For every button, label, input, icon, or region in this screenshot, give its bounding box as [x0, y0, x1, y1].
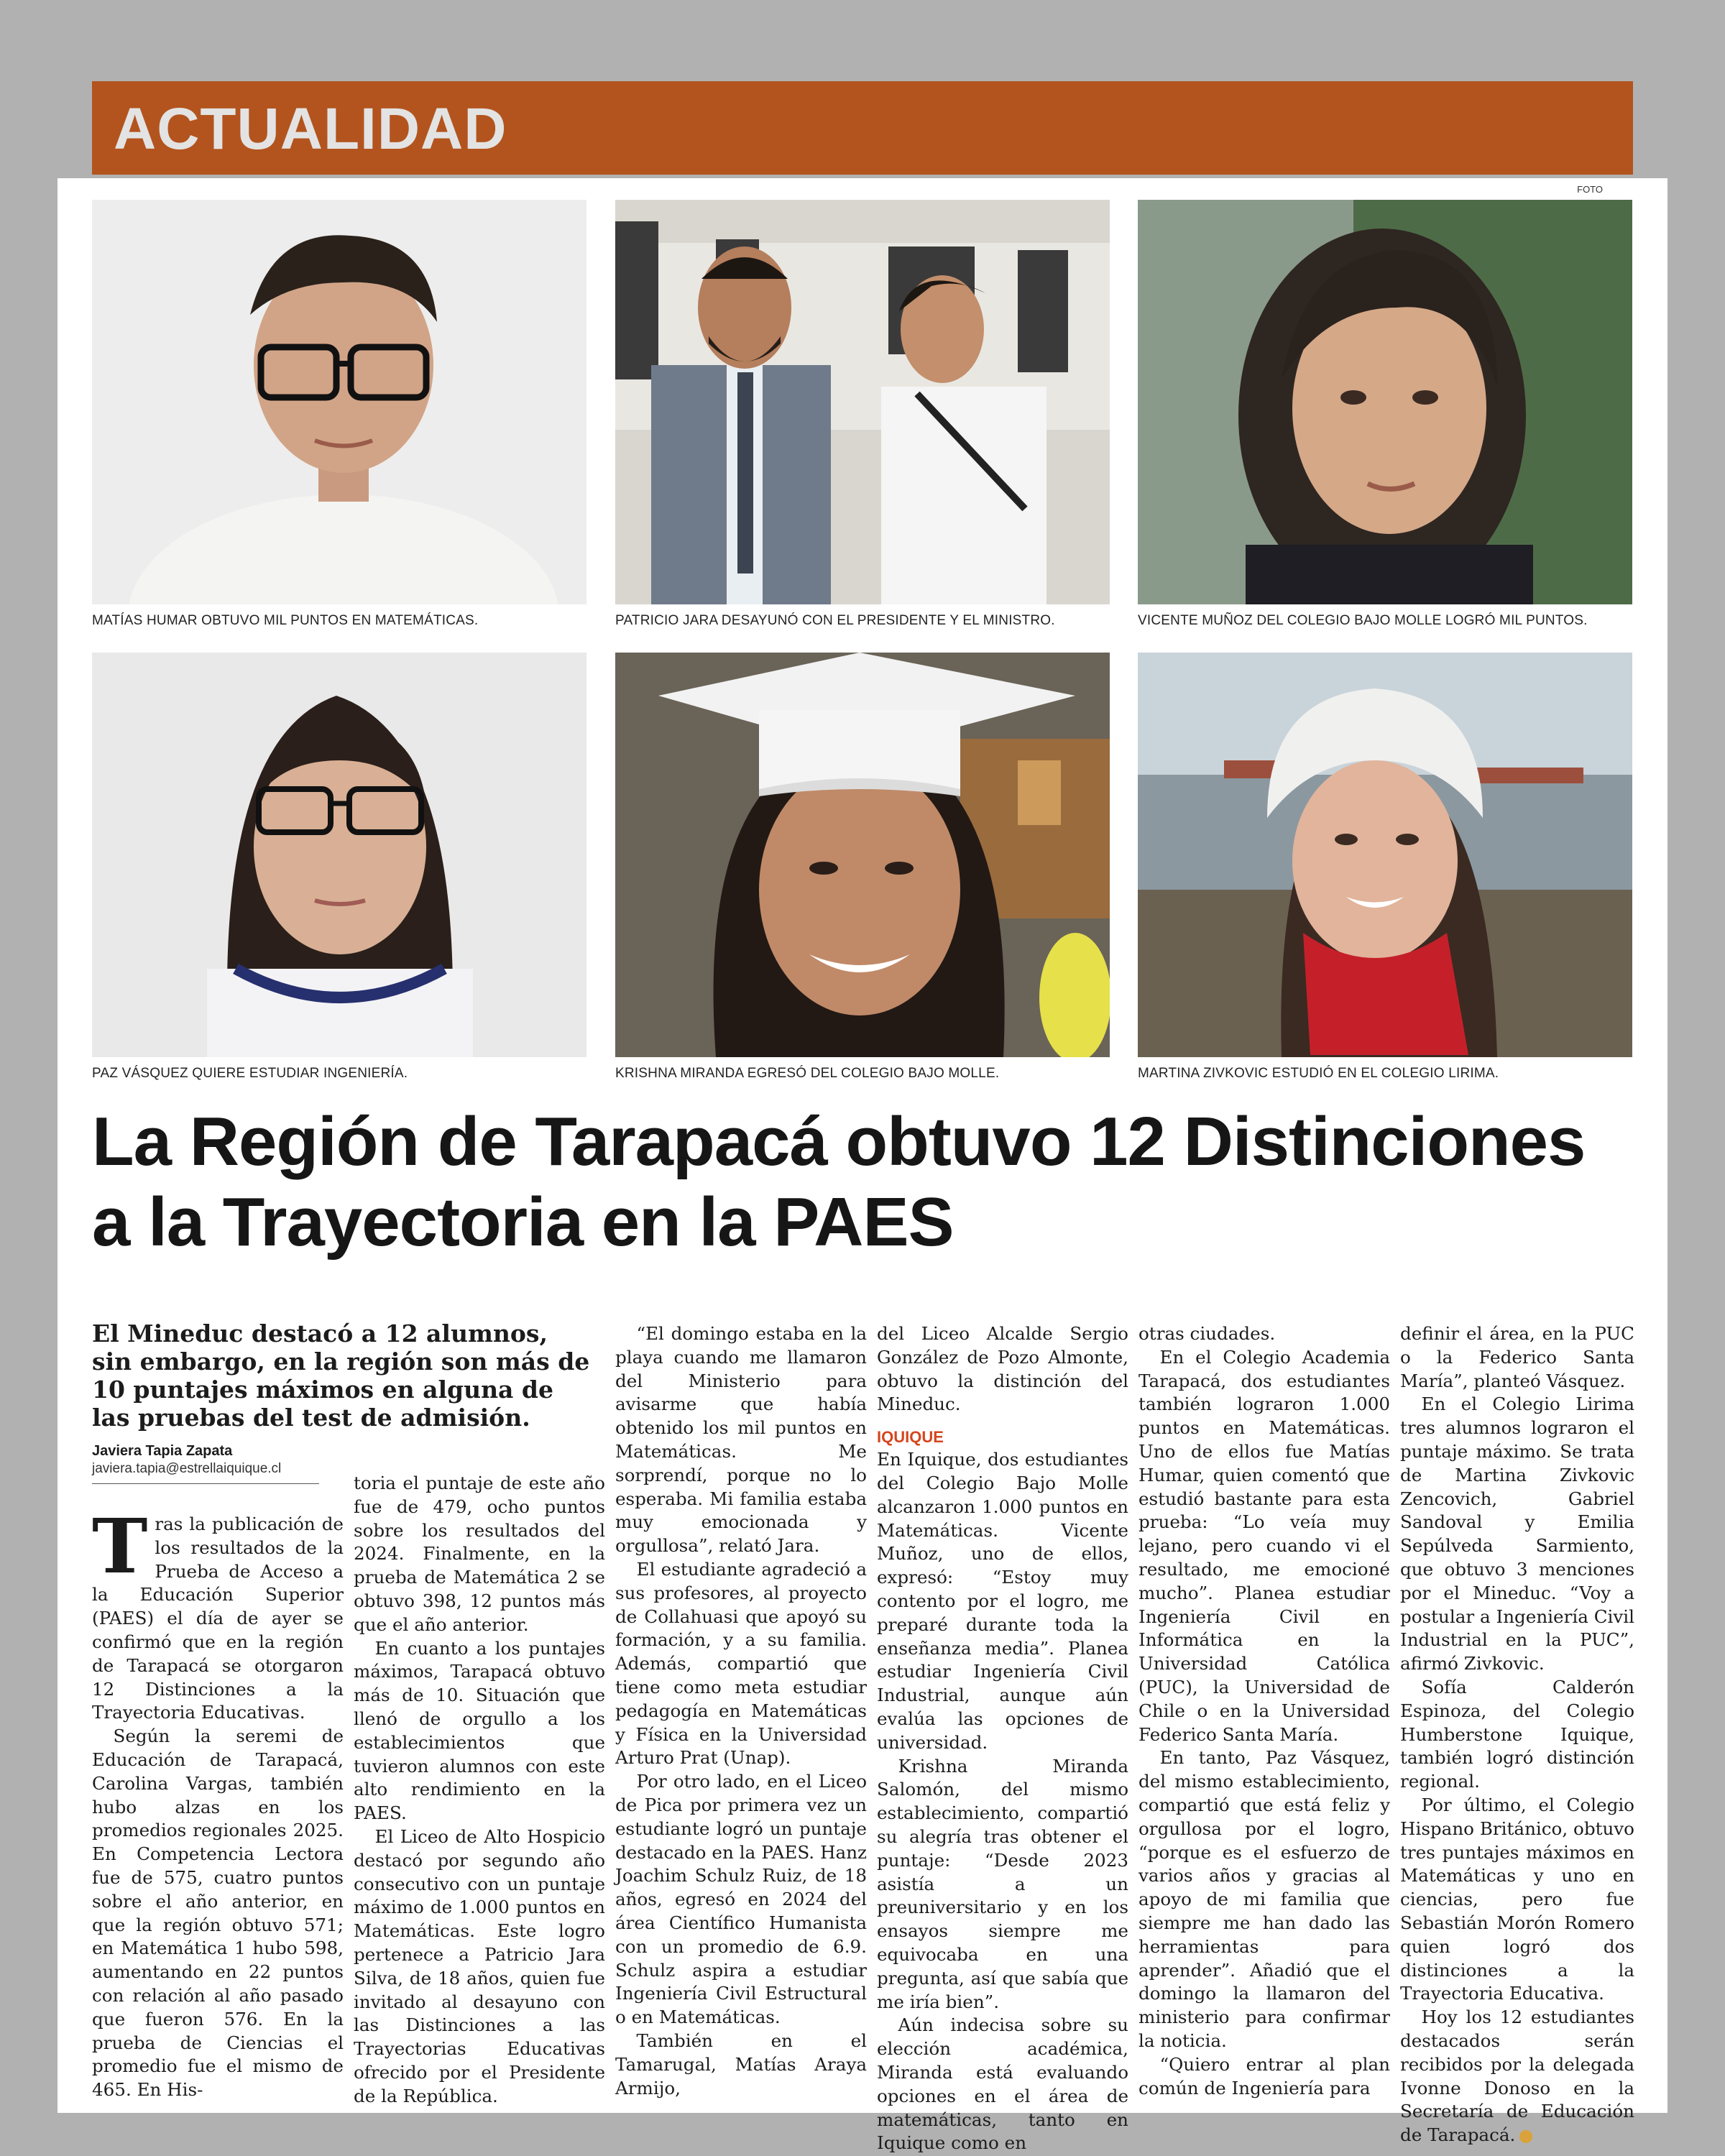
section-title: ACTUALIDAD — [114, 96, 507, 162]
photo-martina-zivkovic — [1138, 653, 1632, 1057]
section-label-iquique: IQUIQUE — [877, 1428, 944, 1447]
paragraph: Por último, el Colegio Hispano Británico, obtuvo tres puntajes máximos en Matemáticas y uno en ciencias, pero fue Sebastián Morón Romero quien logró dos distinciones a la Trayectoria Educativa. — [1400, 1794, 1634, 2004]
paragraph: También en el Tamarugal, Matías Araya Armijo, — [615, 2030, 867, 2099]
photo-caption: MATÍAS HUMAR OBTUVO MIL PUNTOS EN MATEMÁTICAS. — [92, 613, 479, 628]
paragraph: Sofía Calderón Espinoza, del Colegio Humberstone Iquique, también logró distinción regional. — [1400, 1676, 1634, 1792]
paragraph: En el Colegio Lirima tres alumnos lograron el puntaje máximo. Se trata de Martina Zivkovic Zencovich, Gabriel Sandoval y Emilia Sepúlveda Sarmiento, que obtuvo 3 menciones por el Mineduc. “Voy a postular a Ingeniería Civil Industrial en la PUC”, afirmó Zivkovic. — [1400, 1393, 1634, 1674]
paragraph: En tanto, Paz Vásquez, del mismo establecimiento, compartió que está feliz y orgullosa por el logro, “porque es el esfuerzo de varios años y gracias al apoyo de mi familia que siempre me han dado las herramientas para aprender”. Añadió que el domingo la llamaron del ministerio para confirmar la noticia. — [1138, 1747, 1390, 2051]
paragraph: El Liceo de Alto Hospicio destacó por segundo año consecutivo con un puntaje máximo de 1.000 puntos en Matemáticas. Este logro pertenece a Patricio Jara Silva, de 18 años, quien fue invitado al desayuno con las Distinciones a las Trayectorias Educativas ofrecido por el Presidente de la República. — [354, 1825, 605, 2106]
section-banner — [92, 81, 1633, 175]
article-column-3 — [615, 1322, 867, 2100]
article-column-5 — [1138, 1322, 1390, 2100]
paragraph: Hoy los 12 estudiantes destacados serán recibidos por la delegada Ivonne Donoso en la Secretaría de Educación de Tarapacá. — [1400, 2007, 1634, 2146]
paragraph: En el Colegio Academia Tarapacá, dos estudiantes también lograron 1.000 puntos en Matemáticas. Uno de ellos fue Matías Humar, quien comentó que estudió bastante para esta prueba: “Lo veía muy lejano, pero cuando vi el resultado, me emocioné mucho”. Planea estudiar Ingeniería Civil en Informática en la Universidad Católica (PUC), la Universidad de Chile o en la Universidad Federico Santa María. — [1138, 1346, 1390, 1745]
photo-vicente-munoz — [1138, 200, 1632, 604]
article-headline: La Región de Tarapacá obtuvo 12 Distinciones a la Trayectoria en la PAES — [92, 1103, 1586, 1261]
byline-author: Javiera Tapia Zapata — [92, 1443, 233, 1459]
paragraph: del Liceo Alcalde Sergio González de Pozo Almonte, obtuvo la distinción del Mineduc. — [877, 1323, 1128, 1415]
article-column-6 — [1400, 1322, 1634, 2147]
photo-matias-humar — [92, 200, 586, 604]
photo-patricio-jara — [615, 200, 1110, 604]
paragraph: Aún indecisa sobre su elección académica, Miranda está evaluando opciones en el área de matemáticas, tanto en Iquique como en — [877, 2014, 1128, 2154]
photo-caption: PATRICIO JARA DESAYUNÓ CON EL PRESIDENTE Y EL MINISTRO. — [615, 613, 1055, 628]
photo-caption: KRISHNA MIRANDA EGRESÓ DEL COLEGIO BAJO MOLLE. — [615, 1066, 1000, 1081]
paragraph: Por otro lado, en el Liceo de Pica por primera vez un estudiante logró un puntaje destacado en la PAES. Hanz Joachim Schulz Ruiz, de 18 años, egresó en 2024 del área Científico Humanista con un promedio de 6.9. Schulz aspira a estudiar Ingeniería Civil Estructural o en Matemáticas. — [615, 1771, 867, 2028]
drop-cap: T — [92, 1502, 148, 1590]
paragraph: “El domingo estaba en la playa cuando me llamaron del Ministerio para avisarme que había obtenido los mil puntos en Matemáticas. Me sorprendí, porque no lo esperaba. Mi familia estaba muy emocionada y orgullosa”, relató Jara. — [615, 1323, 867, 1557]
photo-paz-vasquez — [92, 653, 586, 1057]
paragraph: Krishna Miranda Salomón, del mismo establecimiento, compartió su alegría tras obtener el puntaje: “Desde 2023 asistía a un preuniversitario y en los ensayos siempre me equivocaba en una pregunta, así que sabía que me iría bien”. — [877, 1755, 1128, 2012]
paragraph: otras ciudades. — [1138, 1323, 1276, 1344]
newspaper-page — [58, 178, 1668, 2154]
paragraph: “Quiero entrar al plan común de Ingeniería para — [1138, 2053, 1390, 2099]
paragraph: Según la seremi de Educación de Tarapacá, Carolina Vargas, también hubo alzas en los promedios regionales 2025. En Competencia Lectora fue de 575, cuatro puntos sobre el año anterior, en que la región obtuvo 571; en Matemática 1 hubo 598, aumentando en 22 puntos con relación al año pasado que fueron 576. En la prueba de Ciencias el promedio fue el mismo de 465. En His- — [92, 1726, 344, 2101]
photo-caption: MARTINA ZIVKOVIC ESTUDIÓ EN EL COLEGIO LIRIMA. — [1138, 1066, 1499, 1081]
end-of-article-icon — [1519, 2130, 1532, 2143]
photo-credit: FOTO — [1577, 184, 1603, 195]
photo-caption: VICENTE MUÑOZ DEL COLEGIO BAJO MOLLE LOGRÓ MIL PUNTOS. — [1138, 613, 1588, 628]
paragraph: definir el área, en la PUC o la Federico Santa María”, planteó Vásquez. — [1400, 1323, 1634, 1391]
article-lead: El Mineduc destacó a 12 alumnos, sin embargo, en la región son más de 10 puntajes máximos en alguna de las pruebas del test de admisión. — [92, 1319, 590, 1432]
paragraph: En cuanto a los puntajes máximos, Tarapacá obtuvo más de 10. Situación que llenó de orgullo a los establecimientos que tuvieron alumnos con este alto rendimiento en la PAES. — [354, 1637, 605, 1824]
paragraph: toria el puntaje de este año fue de 479, ocho puntos sobre los resultados del 2024. Finalmente, en la prueba de Matemática 2 se obtuvo 398, 12 puntos más que el año anterior. — [354, 1473, 605, 1635]
article-column-4 — [877, 1322, 1128, 2155]
article-column-2 — [354, 1472, 605, 2109]
paragraph: El estudiante agradeció a sus profesores, al proyecto de Collahuasi que apoyó su formación, y a su familia. Además, compartió que tiene como meta estudiar pedagogía en Matemáticas y Física en la Universidad Arturo Prat (Unap). — [615, 1558, 867, 1769]
paragraph: ras la publicación de los resultados de la Prueba de Acceso a la Educación Superior (PAES) el día de ayer se confirmó que en la región de Tarapacá se otorgaron 12 Distinciones a la Trayectoria Educativas. — [92, 1514, 344, 1723]
photo-caption: PAZ VÁSQUEZ QUIERE ESTUDIAR INGENIERÍA. — [92, 1066, 408, 1081]
photo-krishna-miranda — [615, 653, 1110, 1057]
paragraph: En Iquique, dos estudiantes del Colegio Bajo Molle alcanzaron 1.000 puntos en Matemáticas. Vicente Muñoz, uno de ellos, expresó: “Estoy muy contento por el logro, me preparé durante toda la enseñanza media”. Planea estudiar Ingeniería Civil Industrial, aunque aún evalúa las opciones de universidad. — [877, 1449, 1128, 1753]
byline-email[interactable]: javiera.tapia@estrellaiquique.cl — [92, 1460, 319, 1484]
